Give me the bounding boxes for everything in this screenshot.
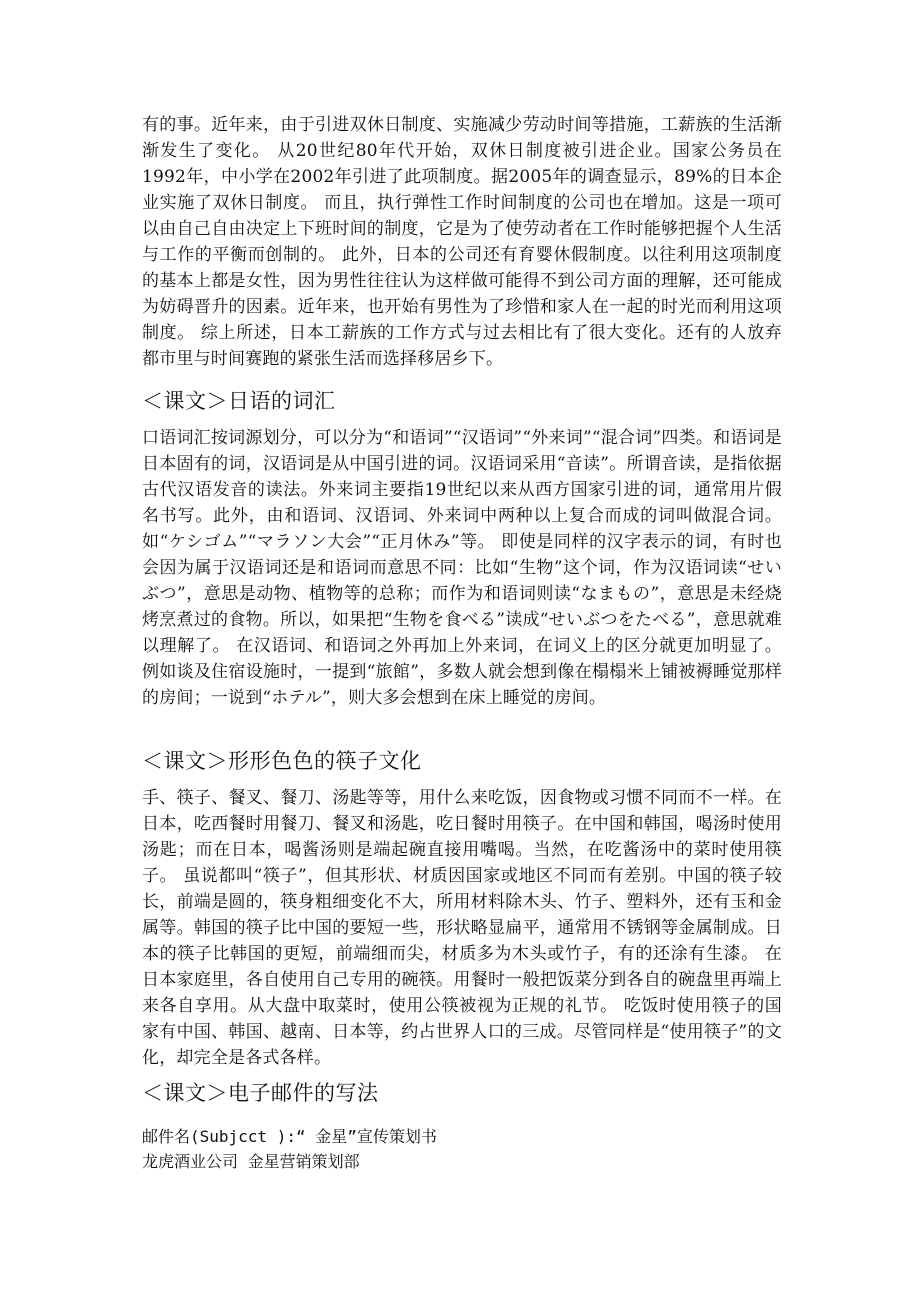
section-heading-vocabulary: ＜课文＞日语的词汇 xyxy=(142,389,336,413)
body-paragraph-salaryman: 有的事。近年来，由于引进双休日制度、实施减少劳动时间等措施，工薪族的生活渐渐发生了变化。 从20世纪80年代开始，双休日制度被引进企业。国家公务员在1992年，中小学在2002年引进了此项制度。据2005年的调查显示，89%的日本企业实施了双休日制度。 而且，执行弹性工作时间制度的公司也在增加。这是一项可以由自己自由决定上下班时间的制度，它是为了使劳动者在工作时能够把握个人生活与工作的平衡而创制的。 此外，日本的公司还有育婴休假制度。以往利用这项制度的基本上都是女性，因为男性往往认为这样做可能得不到公司方面的理解，还可能成为妨碍晋升的因素。近年来，也开始有男性为了珍惜和家人在一起的时光而利用这项制度。 综上所述，日本工薪族的工作方式与过去相比有了很大变化。还有的人放弃都市里与时间赛跑的紧张生活而选择移居乡下。 xyxy=(142,115,782,369)
email-sender-line: 龙虎酒业公司 金星营销策划部 xyxy=(142,1152,360,1171)
email-block xyxy=(142,1124,437,1174)
body-paragraph-chopsticks: 手、筷子、餐叉、餐刀、汤匙等等，用什么来吃饭，因食物或习惯不同而不一样。在日本，吃西餐时用餐刀、餐叉和汤匙，吃日餐时用筷子。在中国和韩国，喝汤时使用汤匙；而在日本，喝酱汤则是端起碗直接用嘴喝。当然，在吃酱汤中的菜时使用筷子。 虽说都叫“筷子”，但其形状、材质因国家或地区不同而有差别。中国的筷子较长，前端是圆的，筷身粗细变化不大，所用材料除木头、竹子、塑料外，还有玉和金属等。韩国的筷子比中国的要短一些，形状略显扁平，通常用不锈钢等金属制成。日本的筷子比韩国的更短，前端细而尖，材质多为木头或竹子，有的还涂有生漆。 在日本家庭里，各自使用自己专用的碗筷。用餐时一般把饭菜分到各自的碗盘里再端上来各自享用。从大盘中取菜时，使用公筷被视为正规的礼节。 吃饭时使用筷子的国家有中国、韩国、越南、日本等，约占世界人口的三成。尽管同样是“使用筷子”的文化，却完全是各式各样。 xyxy=(142,788,782,1068)
email-subject-line: 邮件名(Subjcct ):“ 金星”宣传策划书 xyxy=(142,1127,437,1146)
section-heading-chopsticks: ＜课文＞形形色色的筷子文化 xyxy=(142,749,422,773)
section-heading-email: ＜课文＞电子邮件的写法 xyxy=(142,1081,379,1105)
body-paragraph-vocabulary: 口语词汇按词源划分，可以分为“和语词”“汉语词”“外来词”“混合词”四类。和语词是日本固有的词，汉语词是从中国引进的词。汉语词采用“音读”。所谓音读，是指依据古代汉语发音的读法。外来词主要指19世纪以来从西方国家引进的词，通常用片假名书写。此外，由和语词、汉语词、外来词中两种以上复合而成的词叫做混合词。如“ケシゴム”“マラソン大会”“正月休み”等。 即使是同样的汉字表示的词，有时也会因为属于汉语词还是和语词而意思不同：比如“生物”这个词，作为汉语词读“せいぶつ”，意思是动物、植物等的总称；而作为和语词则读“なまもの”，意思是未经烧烤烹煮过的食物。所以，如果把“生物を食べる”读成“せいぶつをたべる”，意思就难以理解了。 在汉语词、和语词之外再加上外来词，在词义上的区分就更加明显了。例如谈及住宿设施时，一提到“旅館”，多数人就会想到像在榻榻米上铺被褥睡觉那样的房间；一说到“ホテル”，则大多会想到在床上睡觉的房间。 xyxy=(142,428,782,708)
